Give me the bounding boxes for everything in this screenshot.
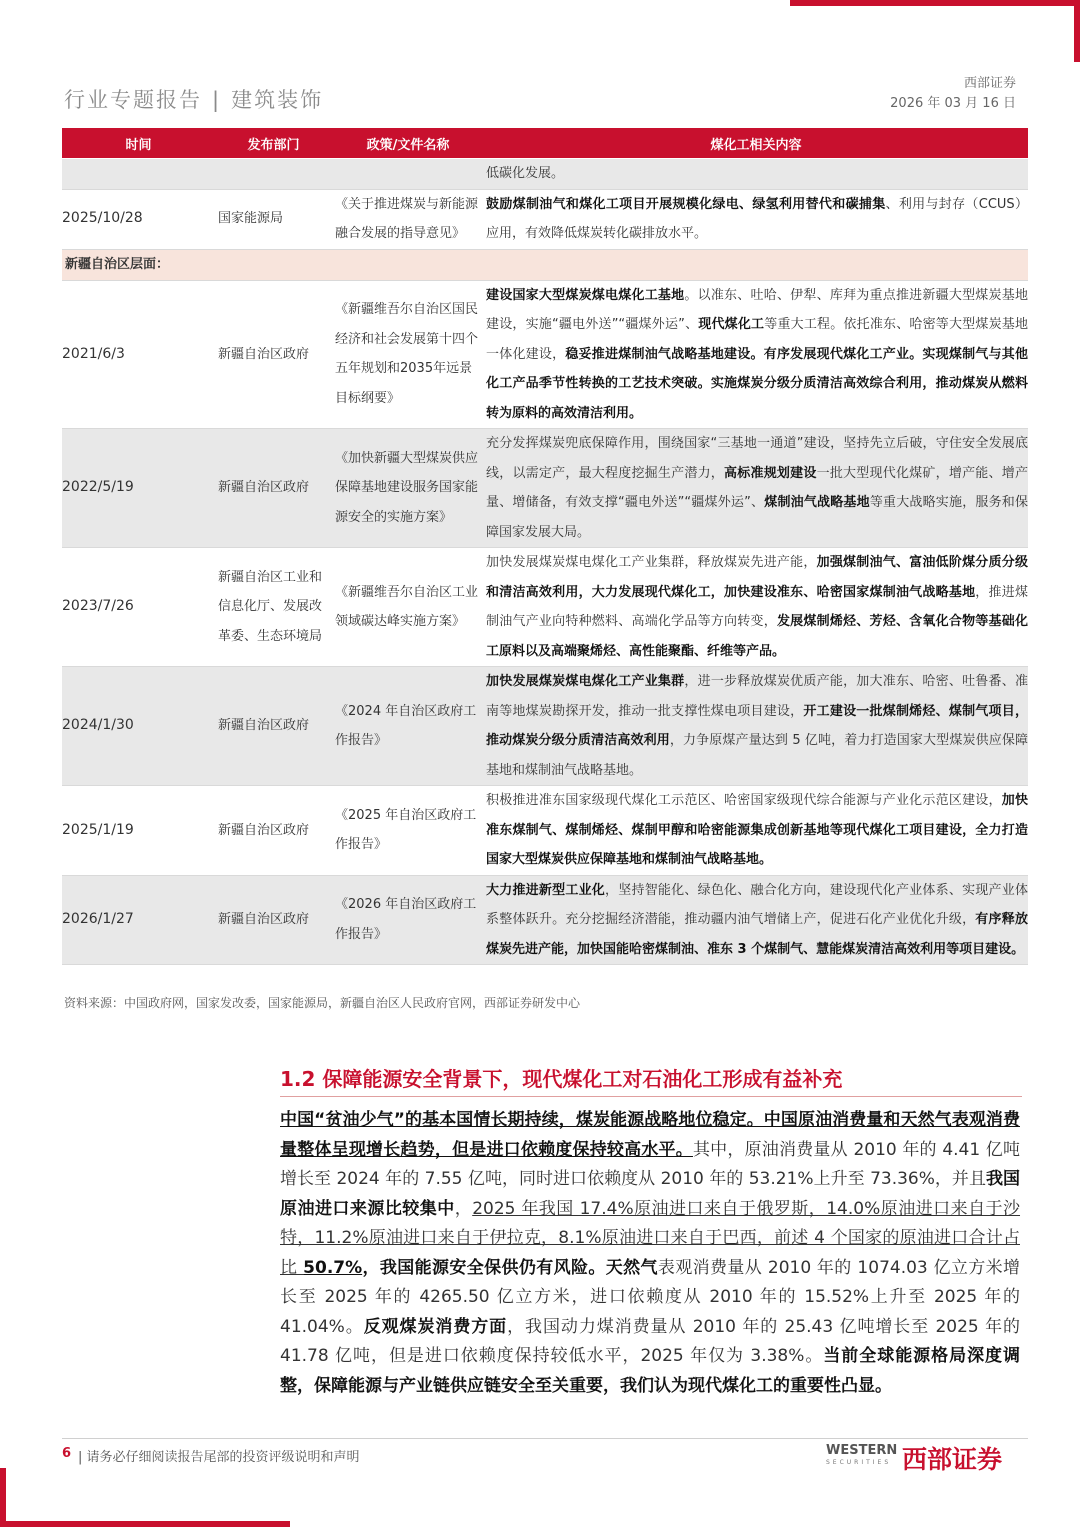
cell-date: 2022/5/19 bbox=[62, 429, 215, 548]
table-row bbox=[62, 189, 1028, 249]
industry-name: 建筑装饰 bbox=[231, 88, 324, 112]
cell-dept: 新疆自治区政府 bbox=[215, 280, 332, 429]
content-bold: 稳妥推进煤制油气战略基地建设。有序发展现代煤化工产业。实现煤制气与其他化工产品季节性转换的工艺技术突破。实施煤炭分级分质清洁高效综合利用，推动煤炭从燃料转为原料的高效清洁利用。 bbox=[486, 346, 1028, 421]
content-bold: 大力推进新型工业化 bbox=[486, 882, 606, 898]
cell-date: 2026/1/27 bbox=[62, 875, 215, 965]
cell-dept: 新疆自治区政府 bbox=[215, 875, 332, 965]
cell-content bbox=[484, 189, 1028, 249]
logo-english-sub: SECURITIES bbox=[826, 1459, 892, 1466]
header-meta bbox=[890, 74, 1016, 114]
content-bold: 有序释放煤炭先进产能，加快国能哈密煤制油、准东 3 个煤制气、慧能煤炭清洁高效利用等项目建设。 bbox=[486, 912, 1028, 957]
report-type: 行业专题报告 bbox=[64, 88, 202, 112]
table-row-continuation bbox=[62, 159, 1028, 190]
cell-dept: 国家能源局 bbox=[215, 189, 332, 249]
body-paragraph bbox=[280, 1106, 1020, 1401]
content-text: 充分发挥煤炭兜底保障作用，围绕国家“三基地一通道”建设，坚持先立后破，守住安全发展底线，以需定产，最大程度挖掘生产潜力， bbox=[486, 436, 1028, 481]
cell-date: 2025/1/19 bbox=[62, 786, 215, 876]
col-header-dept: 发布部门 bbox=[215, 128, 332, 159]
logo-english: WESTERN bbox=[826, 1443, 898, 1458]
cell-dept: 新疆自治区工业和信息化厅、发展改革委、生态环境局 bbox=[215, 548, 332, 667]
corner-accent-bottom-vertical bbox=[0, 1468, 6, 1527]
para-text: 其中，原油消费量从 2010 年的 4.41 亿吨增长至 2024 年的 7.55 亿吨，同时进口依赖度从 2010 年的 53.21%上升至 73.36%，并且 bbox=[280, 1139, 1021, 1189]
section-heading-rule bbox=[280, 1096, 1022, 1097]
cell-dept: 新疆自治区政府 bbox=[215, 667, 332, 786]
content-text: ，推进煤制油气产业向特种燃料、高端化学品等方向转变， bbox=[486, 584, 1028, 629]
content-text: 等重大工程。依托准东、哈密等大型煤炭基地一体化建设， bbox=[486, 317, 1028, 362]
content-bold: 现代煤化工 bbox=[698, 317, 765, 332]
cell-date: 2021/6/3 bbox=[62, 280, 215, 429]
para-text: ， bbox=[454, 1198, 473, 1219]
footer-rule bbox=[62, 1438, 1028, 1439]
section-heading: 1.2 保障能源安全背景下，现代煤化工对石油化工形成有益补充 bbox=[280, 1067, 843, 1091]
para-text: 表观消费量从 2010 年的 1074.03 亿立方米增长至 2025 年的 4265.50 亿立方米，进口依赖度从 2010 年的 15.52%上升至 2025 年的 41.04%。 bbox=[280, 1257, 1021, 1337]
cell-title: 《新疆维吾尔自治区国民经济和社会发展第十四个五年规划和2035年远景目标纲要》 bbox=[332, 280, 484, 429]
content-text: 、利用与封存（CCUS）应用，有效降低煤炭转化碳排放水平。 bbox=[486, 196, 1028, 241]
para-bold: 反观煤炭消费方面 bbox=[363, 1316, 508, 1337]
content-bold: 加快准东煤制气、煤制烯烃、煤制甲醇和哈密能源集成创新基地等现代煤化工项目建设，全力打造国家大型煤炭供应保障基地和煤制油气战略基地。 bbox=[486, 793, 1028, 867]
corner-accent-bottom-horizontal bbox=[0, 1521, 290, 1527]
company-logo bbox=[826, 1442, 1018, 1472]
section-label: 新疆自治区层面： bbox=[62, 249, 1028, 280]
cell-content bbox=[484, 875, 1028, 965]
cell-dept: 新疆自治区政府 bbox=[215, 786, 332, 876]
col-header-date: 时间 bbox=[62, 128, 215, 159]
footer-disclaimer: | 请务必仔细阅读报告尾部的投资评级说明和声明 bbox=[78, 1450, 360, 1465]
cell-title: 《2024 年自治区政府工作报告》 bbox=[332, 667, 484, 786]
table-row bbox=[62, 280, 1028, 429]
page-number: 6 bbox=[62, 1446, 72, 1461]
para-bold: 我国原油进口来源比较集中 bbox=[280, 1169, 1021, 1219]
table-row bbox=[62, 875, 1028, 965]
content-text: 加快发展煤炭煤电煤化工产业集群，释放煤炭先进产能， bbox=[486, 555, 817, 570]
cell-title: 《2026 年自治区政府工作报告》 bbox=[332, 875, 484, 965]
cell-content bbox=[484, 429, 1028, 548]
cell-content bbox=[484, 786, 1028, 876]
cell-content bbox=[484, 280, 1028, 429]
para-text: ，我国动力煤消费量从 2010 年的 25.43 亿吨增长至 2025 年的 41.78 亿吨，但是进口依赖度保持较低水平，2025 年仅为 3.38%。 bbox=[280, 1316, 1021, 1366]
cell-title: 《关于推进煤炭与新能源融合发展的指导意见》 bbox=[332, 189, 484, 249]
cell-date: 2025/10/28 bbox=[62, 189, 215, 249]
logo-chinese: 西部证券 bbox=[902, 1445, 1003, 1474]
table-row bbox=[62, 786, 1028, 876]
report-date: 2026 年 03 月 16 日 bbox=[890, 96, 1016, 111]
col-header-title: 政策/文件名称 bbox=[332, 128, 484, 159]
report-header bbox=[64, 84, 323, 114]
para-bold: 当前全球能源格局深度调整，保障能源与产业链供应链安全至关重要，我们认为现代煤化工的重要性凸显。 bbox=[280, 1346, 1020, 1396]
content-text: 积极推进准东国家级现代煤化工示范区、哈密国家级现代综合能源与产业化示范区建设， bbox=[486, 793, 1002, 808]
content-bold: 开工建设一批煤制烯烃、煤制气项目，推动煤炭分级分质清洁高效利用 bbox=[486, 703, 1028, 748]
content-text: ，坚持智能化、绿色化、融合化方向，建设现代化产业体系、实现产业体系整体跃升。充分挖掘经济潜能，推动疆内油气增储上产，促进石化产业优化升级， bbox=[486, 882, 1028, 927]
table-section-row bbox=[62, 249, 1028, 280]
cell-date: 2023/7/26 bbox=[62, 548, 215, 667]
cell-content bbox=[484, 548, 1028, 667]
table-source-note: 资料来源：中国政府网，国家发改委，国家能源局，新疆自治区人民政府官网，西部证券研发中心 bbox=[64, 996, 581, 1010]
cell-date: 2024/1/30 bbox=[62, 667, 215, 786]
content-bold: 发展煤制烯烃、芳烃、含氧化合物等基础化工原料以及高端聚烯烃、高性能聚酯、纤维等产品。 bbox=[486, 614, 1028, 659]
cell-title: 《加快新疆大型煤炭供应保障基地建设服务国家能源安全的实施方案》 bbox=[332, 429, 484, 548]
table-row bbox=[62, 548, 1028, 667]
content-text: ，力争原煤产量达到 5 亿吨，着力打造国家大型煤炭供应保障基地和煤制油气战略基地。 bbox=[486, 733, 1028, 778]
content-text: 。以准东、吐哈、伊犁、库拜为重点推进新疆大型煤炭基地建设，实施“疆电外送”“疆煤外运”、 bbox=[486, 287, 1028, 332]
table-row bbox=[62, 429, 1028, 548]
corner-accent-top-vertical bbox=[1074, 0, 1080, 62]
para-bold-underline: 50.7% bbox=[303, 1257, 363, 1278]
cell-dept: 新疆自治区政府 bbox=[215, 429, 332, 548]
header-separator: | bbox=[212, 88, 222, 112]
cell-title: 《2025 年自治区政府工作报告》 bbox=[332, 786, 484, 876]
cell-content: 低碳化发展。 bbox=[484, 159, 1028, 190]
content-text: 等重大战略实施，服务和保障国家发展大局。 bbox=[486, 495, 1028, 540]
content-bold: 高标准规划建设 bbox=[724, 465, 817, 481]
content-bold: 建设国家大型煤炭煤电煤化工基地 bbox=[486, 287, 685, 303]
content-bold: 加快发展煤炭煤电煤化工产业集群 bbox=[486, 674, 685, 689]
para-bold: ，我国能源安全保供仍有风险。 bbox=[362, 1257, 606, 1278]
cell-title: 《新疆维吾尔自治区工业领域碳达峰实施方案》 bbox=[332, 548, 484, 667]
table-row bbox=[62, 667, 1028, 786]
content-bold: 加强煤制油气、富油低阶煤分质分级和清洁高效利用，大力发展现代煤化工，加快建设准东、哈密国家煤制油气战略基地 bbox=[486, 555, 1028, 600]
company-name: 西部证券 bbox=[963, 76, 1016, 91]
content-text: ，进一步释放煤炭优质产能，加大准东、哈密、吐鲁番、准南等地煤炭勘探开发，推动一批支撑性煤电项目建设， bbox=[486, 674, 1028, 719]
content-text: 一批大型现代化煤矿，增产能、增产量、增储备，有效支撑“疆电外送”“疆煤外运”、 bbox=[486, 465, 1028, 510]
corner-accent-top-horizontal bbox=[790, 0, 1080, 6]
col-header-content: 煤化工相关内容 bbox=[484, 128, 1028, 159]
para-bold: 中国“贫油少气”的基本国情长期持续，煤炭能源战略地位稳定。中国原油消费量和天然气表观消费量整体呈现增长趋势，但是进口依赖度保持较高水平。 bbox=[280, 1110, 1020, 1160]
cell-content bbox=[484, 667, 1028, 786]
content-bold: 煤制油气战略基地 bbox=[764, 495, 870, 510]
para-underline: 2025 年我国 17.4%原油进口来自于俄罗斯，14.0%原油进口来自于沙特，11.2%原油进口来自于伊拉克，8.1%原油进口来自于巴西，前述 4 个国家的原油进口合计占比 bbox=[280, 1198, 1021, 1278]
table-header-row bbox=[62, 128, 1028, 159]
content-bold: 鼓励煤制油气和煤化工项目开展规模化绿电、绿氢利用替代和碳捕集 bbox=[486, 196, 886, 212]
para-bold: 天然气 bbox=[605, 1257, 658, 1278]
policy-table bbox=[62, 128, 1028, 965]
